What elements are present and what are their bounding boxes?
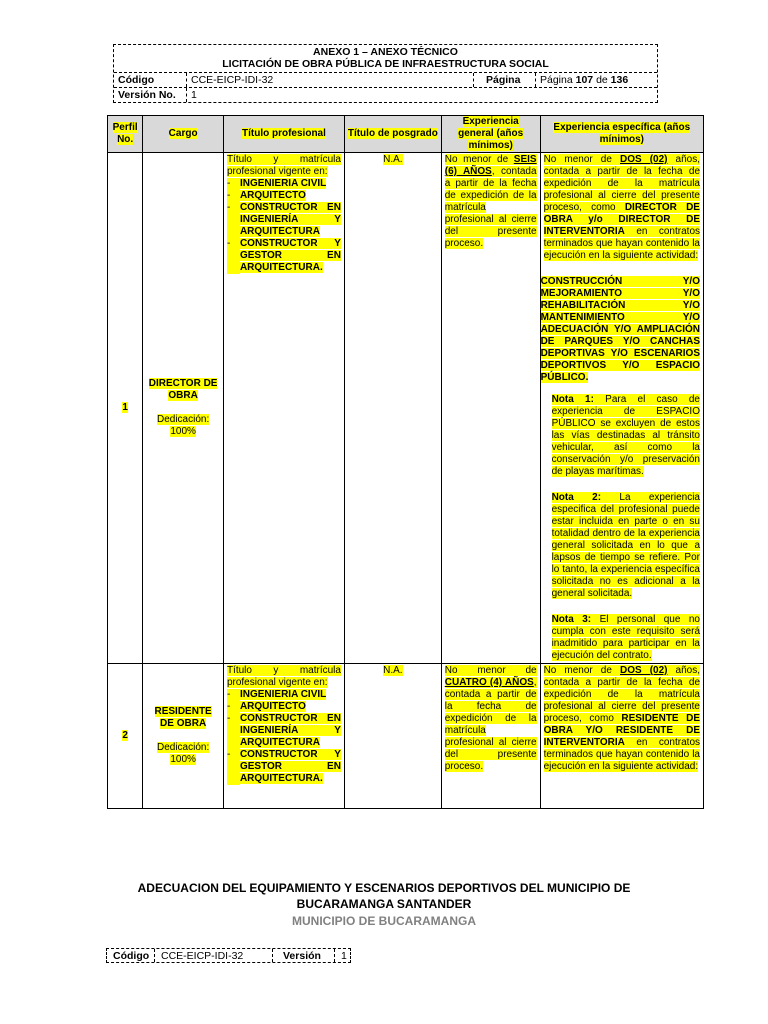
perfil-number: 1 [108,153,143,664]
list-item: - CONSTRUCTOR Y GESTOR EN ARQUITECTURA. [226,238,341,273]
header-title [114,45,657,73]
actividades: CONSTRUCCIÓN Y/O MEJORAMIENTO Y/O REHABILITACIÓN Y/O MANTENIMIENTO Y/O ADECUACIÓN Y/O AMPLIACIÓN DE PARQUES Y/O CANCHAS DEPORTIVAS Y/O ESCENARIOS DEPORTIVOS Y/O ESPACIO PÚBLICO. [540,276,700,383]
exp-especifica-cell: No menor de DOS (02) años, contada a partir de la fecha de expedición de la matrícula profesional al cierre del presente proceso, como RESIDENTE DE OBRA Y/O RESIDENTE DE INTERVENTORIA en contratos terminados que hayan contenido la ejecución en la siguiente actividad: [540,664,703,809]
header-exp-especifica: Experiencia específica (años mínimos) [540,116,703,153]
nota-3: Nota 3: El personal que no cumpla con este requisito será inadmitido para participar en la ejecución del contrato. [551,614,700,661]
header-cargo: Cargo [143,116,224,153]
perfil-number: 2 [108,664,143,809]
header-titulo: Título profesional [223,116,344,153]
titulo-cell [223,664,344,809]
exp-especifica-cell: No menor de DOS (02) años, contada a partir de la fecha de expedición de la matrícula profesional al cierre del presente proceso, como DIRECTOR DE OBRA y/o DIRECTOR DE INTERVENTORIA en contratos terminados que hayan contenido la ejecución en la siguiente actividad: CONSTRUCCIÓN Y/O MEJORAMIENTO Y/O REHABILITACIÓN Y/O MANTENIMIENTO Y/O ADECUACIÓN Y/O AMPLIACIÓN DE PARQUES Y/O CANCHAS DEPORTIVAS Y/O ESCENARIOS DEPORTIVOS Y/O ESPACIO PÚBLICO. Nota 1: Para el caso de experiencia de ESPACIO PÚBLICO se excluyen de estos las vías destinadas al tránsito vehicular, así como la conservación y/o preservación de playas marítimas. Nota 2: La experiencia especifica del profesional puede estar incluida en parte o en su totalidad dentro de la experiencia general solicitada en lo que a lapsos de tiempo se refiere. Por lo tanto, la experiencia específica solicitada no es adicional a la general solicitada. Nota 3: El personal que no cumpla con este requisito será inadmitido para participar en la ejecución del contrato. [540,153,703,664]
header-title-line2: LICITACIÓN DE OBRA PÚBLICA DE INFRAESTRUCTURA SOCIAL [222,58,549,70]
document-header [113,44,658,103]
exp-general-cell: No menor de CUATRO (4) AÑOS, contada a partir de la fecha de expedición de la matrícula profesional al cierre del presente proceso. [441,664,540,809]
list-item: - CONSTRUCTOR Y GESTOR EN ARQUITECTURA. [226,749,341,784]
cargo-name: RESIDENTE DE OBRA [154,706,212,729]
page-number [536,73,657,87]
header-exp-general: Experiencia general (años mínimos) [441,116,540,153]
cargo-name: DIRECTOR DE OBRA [148,378,218,401]
nota-1: Nota 1: Para el caso de experiencia de ESPACIO PÚBLICO se excluyen de estos las vías destinadas al tránsito vehicular, así como la conservación y/o preservación de playas marítimas. [551,394,700,477]
version-label: Versión No. [114,88,187,102]
header-version-row [114,88,657,102]
page-label: Página [474,73,536,87]
profiles-table [107,115,704,809]
titulo-intro: Título y matrícula profesional vigente en: [226,665,341,688]
version-value: 1 [191,89,197,101]
dedicacion: Dedicación: 100% [156,414,210,437]
table-header-row [108,116,704,153]
page-of: de [593,74,611,86]
dedicacion: Dedicación: 100% [156,742,210,765]
footer-subtitle: MUNICIPIO DE BUCARAMANGA [292,914,476,928]
list-item: - CONSTRUCTOR EN INGENIERÍA Y ARQUITECTURA [226,202,341,237]
list-item: - INGENIERIA CIVIL [226,689,327,700]
titulo-intro: Título y matrícula profesional vigente en: [226,154,341,177]
header-posgrado: Título de posgrado [344,116,441,153]
posgrado-cell: N.A. [344,664,441,809]
code-value: CCE-EICP-IDI-32 [187,73,474,87]
titulo-cell [223,153,344,664]
list-item: - ARQUITECTO [226,190,306,201]
table-row [108,153,704,664]
header-perfil: Perfil No. [108,116,143,153]
header-title-line1: ANEXO 1 – ANEXO TÉCNICO [313,46,458,58]
cargo-cell [143,664,224,809]
nota-2: Nota 2: La experiencia especifica del profesional puede estar incluida en parte o en su totalidad dentro de la experiencia general solicitada en lo que a lapsos de tiempo se refiere. Por lo tanto, la experiencia específica solicitada no es adicional a la general solicitada. [551,492,700,599]
footer-version-value: 1 [341,949,347,962]
footer-code-box [106,948,351,963]
table-row [108,664,704,809]
posgrado-cell: N.A. [344,153,441,664]
exp-general-cell: No menor de SEIS (6) AÑOS, contada a partir de la fecha de expedición de la matrícula profesional al cierre del presente proceso. [441,153,540,664]
cargo-cell [143,153,224,664]
footer-version-label: Versión [273,949,335,962]
code-label: Código [114,73,187,87]
page-total: 136 [610,74,629,86]
list-item: - INGENIERIA CIVIL [226,178,327,189]
page-prefix: Página [540,74,573,86]
footer-title: ADECUACION DEL EQUIPAMIENTO Y ESCENARIOS DEPORTIVOS DEL MUNICIPIO DE BUCARAMANGA SANTANDER [137,881,631,911]
footer-code-label: Código [107,949,155,962]
list-item: - ARQUITECTO [226,701,306,712]
header-code-row [114,73,657,88]
titulo-list [227,689,341,785]
footer-code-value: CCE-EICP-IDI-32 [155,949,273,962]
page-current: 107 [575,74,594,86]
list-item: - CONSTRUCTOR EN INGENIERÍA Y ARQUITECTURA [226,713,341,748]
titulo-list [227,178,341,274]
